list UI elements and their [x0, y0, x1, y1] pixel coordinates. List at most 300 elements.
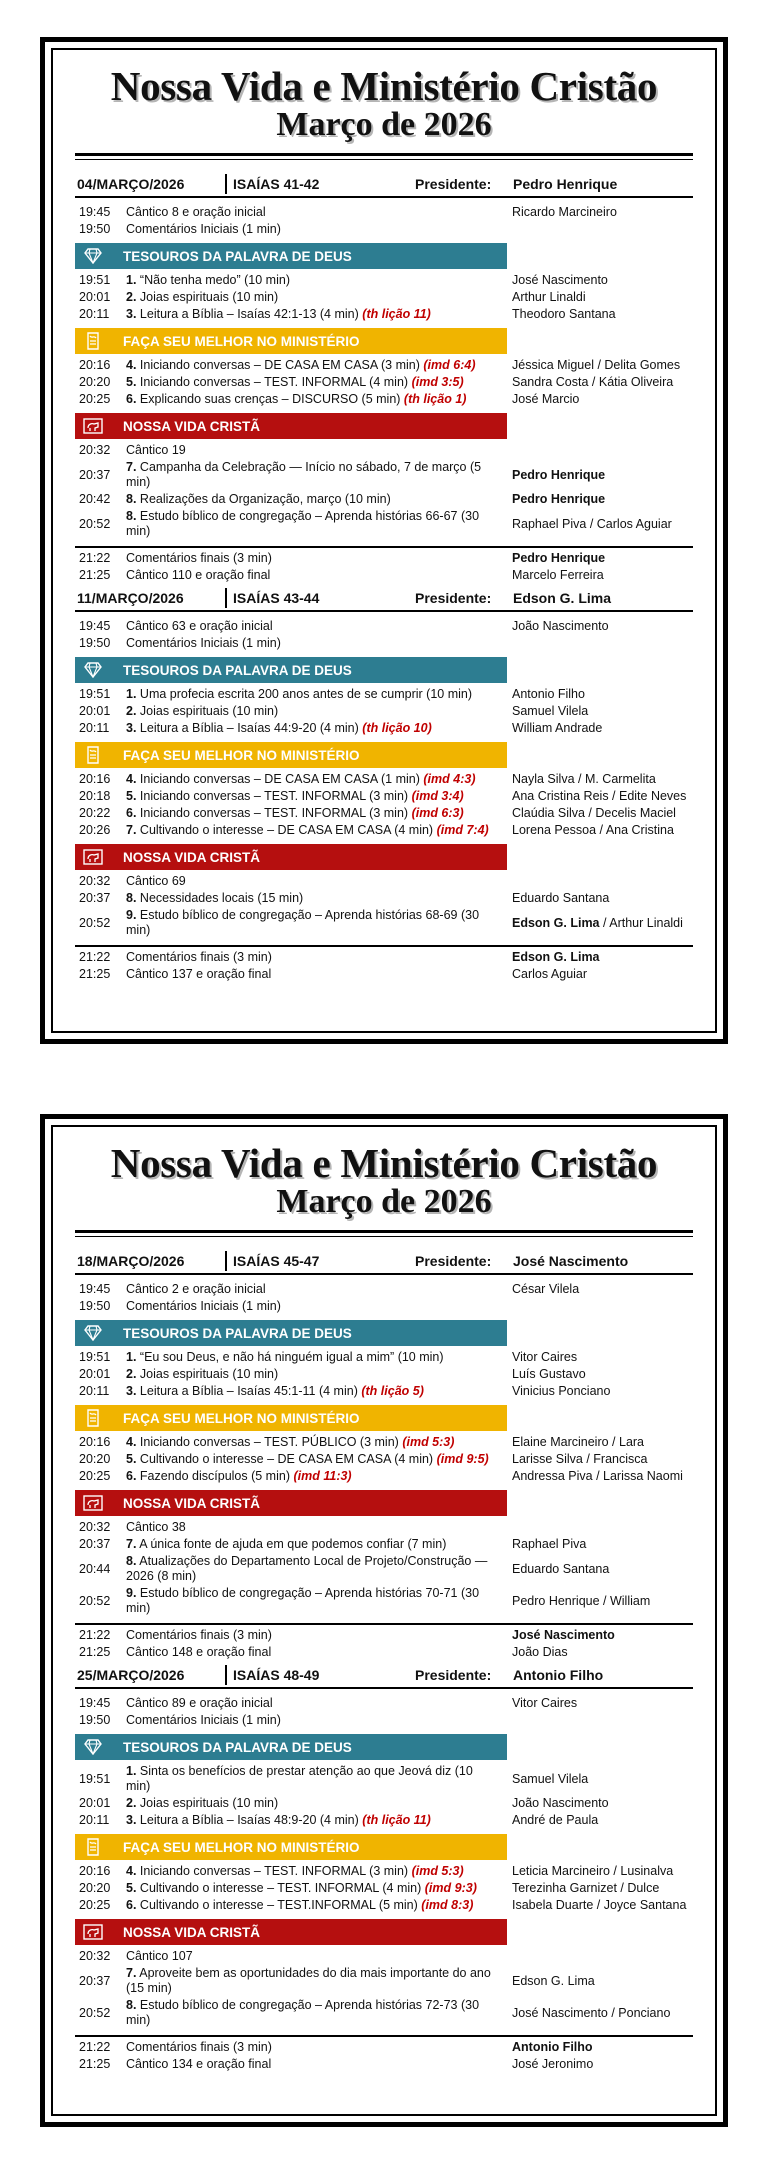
- item-time: 19:45: [79, 205, 111, 219]
- closing-row: [75, 1627, 693, 1644]
- item-number: 4.: [126, 1864, 137, 1878]
- president-label: Presidente:: [415, 590, 492, 606]
- item-assignee: [506, 789, 693, 804]
- melhor-row: [75, 374, 693, 391]
- vida-row: [75, 890, 693, 907]
- divider: [75, 945, 693, 947]
- item-assignee: [506, 273, 693, 288]
- item-time: 19:51: [79, 687, 111, 701]
- section-header-vida: [75, 1490, 507, 1516]
- tesouros-row: [75, 1763, 693, 1795]
- assignee-name: Carlos Aguiar: [512, 967, 588, 981]
- vida-row: [75, 459, 693, 491]
- item-text: “Eu sou Deus, e não há ninguém igual a mim” (10 min): [139, 1350, 444, 1364]
- item-time: 19:51: [79, 1771, 111, 1786]
- item-time: 20:25: [79, 392, 111, 406]
- assignee-name: Larisse Silva / Francisca: [512, 1452, 648, 1466]
- item-assignee: [506, 721, 693, 736]
- item-reference: (imd 9:5): [436, 1452, 489, 1466]
- assignee-name: Antonio Filho: [512, 687, 585, 701]
- item-text: Comentários Iniciais (1 min): [126, 222, 281, 236]
- item-time: 21:25: [79, 967, 111, 981]
- week-date: 11/MARÇO/2026: [77, 590, 184, 606]
- assignee-name: Ana Cristina Reis / Edite Neves: [512, 789, 687, 803]
- item-text: Cântico 63 e oração inicial: [126, 619, 273, 633]
- section-header-vida: [75, 1919, 507, 1945]
- assignee-name: Claúdia Silva / Decelis Maciel: [512, 806, 676, 820]
- assignee-name: Lorena Pessoa / Ana Cristina: [512, 823, 674, 837]
- item-description: [126, 222, 506, 237]
- item-reference: (imd 8:3): [421, 1898, 474, 1912]
- week-reading: ISAÍAS 48-49: [233, 1667, 320, 1683]
- vida-icon: [75, 413, 111, 439]
- divider: [75, 546, 693, 548]
- item-description: [126, 1299, 506, 1314]
- assignee-name: Luís Gustavo: [512, 1367, 586, 1381]
- item-assignee: [506, 375, 693, 390]
- item-time: 20:37: [79, 467, 111, 482]
- page-frame: [51, 48, 717, 1033]
- divider: [75, 2035, 693, 2037]
- vida-row: [75, 1585, 693, 1617]
- divider: [75, 159, 693, 160]
- item-number: 8.: [126, 509, 137, 523]
- item-text: Comentários Iniciais (1 min): [126, 1299, 281, 1313]
- item-text: Cântico 38: [126, 1520, 186, 1534]
- tesouros-row: [75, 289, 693, 306]
- item-assignee: [506, 492, 693, 507]
- item-reference: (imd 6:4): [423, 358, 476, 372]
- item-text: Cultivando o interesse – TEST. INFORMAL (4 min): [139, 1881, 422, 1895]
- vida-row: [75, 1519, 693, 1536]
- item-description: [126, 1554, 506, 1584]
- opening-row: [75, 1712, 693, 1729]
- item-time: 20:42: [79, 492, 111, 506]
- item-number: 5.: [126, 789, 137, 803]
- item-text: Comentários finais (3 min): [126, 950, 272, 964]
- item-time: 20:26: [79, 823, 111, 837]
- item-description: [126, 1764, 506, 1794]
- item-assignee: [506, 468, 693, 483]
- item-text: Leitura a Bíblia – Isaías 48:9-20 (4 min): [139, 1813, 359, 1827]
- section-header-melhor: [75, 1405, 507, 1431]
- tesouros-row: [75, 1383, 693, 1400]
- item-text: Estudo bíblico de congregação – Aprenda histórias 66-67 (30 min): [126, 509, 480, 538]
- item-description: [126, 1469, 506, 1484]
- schedule-page-1: [40, 37, 728, 1044]
- item-time: 20:22: [79, 806, 111, 820]
- item-text: Joias espirituais (10 min): [139, 1796, 279, 1810]
- item-reference: (th lição 11): [362, 307, 431, 321]
- assignee-name: Eduardo Santana: [512, 1561, 610, 1576]
- assignee-name: Sandra Costa / Kátia Oliveira: [512, 375, 674, 389]
- melhor-row: [75, 1434, 693, 1451]
- item-text: Cântico 137 e oração final: [126, 967, 272, 981]
- item-text: Cultivando o interesse – DE CASA EM CASA (4 min): [139, 823, 434, 837]
- closing-row: [75, 567, 693, 584]
- section-header-melhor: [75, 328, 507, 354]
- item-description: [126, 721, 506, 736]
- melhor-row: [75, 822, 693, 839]
- item-number: 1.: [126, 1350, 137, 1364]
- item-assignee: [506, 568, 693, 583]
- item-description: [126, 1452, 506, 1467]
- item-description: [126, 1881, 506, 1896]
- section-header-vida: [75, 844, 507, 870]
- item-reference: (imd 5:3): [402, 1435, 455, 1449]
- item-assignee: [506, 1645, 693, 1660]
- item-assignee: [506, 1384, 693, 1399]
- item-time: 20:25: [79, 1469, 111, 1483]
- week-reading: ISAÍAS 43-44: [233, 590, 320, 606]
- item-description: [126, 1628, 506, 1643]
- melhor-row: [75, 391, 693, 408]
- section-title: NOSSA VIDA CRISTÃ: [123, 1495, 261, 1511]
- item-time: 19:50: [79, 222, 111, 236]
- opening-row: [75, 221, 693, 238]
- section-title: NOSSA VIDA CRISTÃ: [123, 849, 261, 865]
- tesouros-icon: [75, 657, 111, 683]
- item-assignee: [506, 1469, 693, 1484]
- melhor-row: [75, 771, 693, 788]
- item-description: [126, 1864, 506, 1879]
- section-header-tesouros: [75, 243, 507, 269]
- assignee-name: Marcelo Ferreira: [512, 568, 604, 582]
- item-number: 6.: [126, 1469, 137, 1483]
- item-time: 20:32: [79, 1949, 111, 1963]
- item-description: [126, 967, 506, 982]
- melhor-icon: [75, 328, 111, 354]
- assignee-name: Samuel Vilela: [512, 1771, 589, 1786]
- opening-row: [75, 204, 693, 221]
- item-time: 20:16: [79, 1864, 111, 1878]
- item-time: 21:25: [79, 2057, 111, 2071]
- section-header-melhor: [75, 742, 507, 768]
- section-title: NOSSA VIDA CRISTÃ: [123, 1924, 261, 1940]
- section-title: TESOUROS DA PALAVRA DE DEUS: [123, 1325, 352, 1341]
- item-time: 19:45: [79, 1282, 111, 1296]
- item-description: [126, 704, 506, 719]
- item-number: 5.: [126, 375, 137, 389]
- vida-row: [75, 1536, 693, 1553]
- item-reference: (th lição 10): [362, 721, 432, 735]
- item-number: 3.: [126, 721, 137, 735]
- item-text: Cântico 134 e oração final: [126, 2057, 272, 2071]
- item-description: [126, 205, 506, 220]
- opening-row: [75, 1298, 693, 1315]
- item-assignee: [506, 1537, 693, 1552]
- vida-icon: [75, 1490, 111, 1516]
- item-time: 20:01: [79, 704, 111, 718]
- week-block: [75, 588, 693, 983]
- opening-row: [75, 1695, 693, 1712]
- item-text: Iniciando conversas – DE CASA EM CASA (1 min): [139, 772, 420, 786]
- assignee-name: César Vilela: [512, 1282, 580, 1296]
- item-number: 4.: [126, 772, 137, 786]
- tesouros-row: [75, 1812, 693, 1829]
- item-number: 8.: [126, 492, 137, 506]
- week-reading: ISAÍAS 45-47: [233, 1253, 320, 1269]
- item-description: [126, 2040, 506, 2055]
- page-month: Março de 2026: [276, 106, 492, 143]
- section-title: NOSSA VIDA CRISTÃ: [123, 418, 261, 434]
- tesouros-icon: [75, 1320, 111, 1346]
- president-name: Antonio Filho: [513, 1667, 604, 1683]
- vida-row: [75, 1965, 693, 1997]
- tesouros-row: [75, 703, 693, 720]
- assignee-name: José Jeronimo: [512, 2057, 594, 2071]
- item-assignee: [506, 806, 693, 821]
- item-description: [126, 2057, 506, 2072]
- item-time: 21:25: [79, 568, 111, 582]
- item-number: 8.: [126, 1998, 137, 2012]
- assignee-name: Pedro Henrique / William: [512, 1593, 651, 1608]
- melhor-row: [75, 788, 693, 805]
- vida-row: [75, 1997, 693, 2029]
- president-name: José Nascimento: [513, 1253, 629, 1269]
- section-header-melhor: [75, 1834, 507, 1860]
- item-number: 2.: [126, 1796, 137, 1810]
- divider: [75, 1230, 693, 1233]
- section-header-tesouros: [75, 657, 507, 683]
- item-text: Comentários finais (3 min): [126, 1628, 272, 1642]
- assignee-bold: Pedro Henrique: [512, 551, 606, 565]
- item-description: [126, 568, 506, 583]
- item-time: 20:16: [79, 358, 111, 372]
- assignee-name: Edson G. Lima: [512, 1973, 595, 1988]
- item-description: [126, 1435, 506, 1450]
- item-number: 2.: [126, 704, 137, 718]
- item-description: [126, 307, 506, 322]
- assignee-name: Vitor Caires: [512, 1696, 578, 1710]
- divider: [75, 1623, 693, 1625]
- item-time: 19:45: [79, 1696, 111, 1710]
- item-text: Iniciando conversas – TEST. PÚBLICO (3 min): [139, 1435, 399, 1449]
- president-label: Presidente:: [415, 176, 492, 192]
- item-assignee: [506, 1796, 693, 1811]
- section-title: FAÇA SEU MELHOR NO MINISTÉRIO: [123, 747, 360, 763]
- item-description: [126, 1586, 506, 1616]
- section-title: TESOUROS DA PALAVRA DE DEUS: [123, 1739, 352, 1755]
- week-date: 18/MARÇO/2026: [77, 1253, 185, 1269]
- assignee-name: Vitor Caires: [512, 1350, 578, 1364]
- item-description: [126, 1898, 506, 1913]
- item-reference: (imd 6:3): [411, 806, 464, 820]
- item-assignee: [506, 687, 693, 702]
- week-header: [75, 174, 693, 194]
- assignee-name: Raphael Piva: [512, 1537, 587, 1551]
- page-month: Março de 2026: [276, 1183, 492, 1220]
- item-assignee: [506, 1562, 693, 1577]
- item-description: [126, 273, 506, 288]
- assignee-name: João Nascimento: [512, 619, 609, 633]
- melhor-icon: [75, 1405, 111, 1431]
- item-time: 20:37: [79, 1973, 111, 1988]
- item-number: 6.: [126, 1898, 137, 1912]
- item-text: Comentários Iniciais (1 min): [126, 1713, 281, 1727]
- vida-row: [75, 508, 693, 540]
- week-header: [75, 588, 693, 608]
- melhor-icon: [75, 1834, 111, 1860]
- item-time: 20:16: [79, 772, 111, 786]
- item-description: [126, 509, 506, 539]
- item-number: 2.: [126, 1367, 137, 1381]
- item-time: 20:32: [79, 1520, 111, 1534]
- closing-row: [75, 550, 693, 567]
- item-text: Leitura a Bíblia – Isaías 42:1-13 (4 min): [139, 307, 359, 321]
- item-number: 9.: [126, 908, 137, 922]
- item-description: [126, 375, 506, 390]
- item-description: [126, 687, 506, 702]
- item-time: 20:37: [79, 1537, 111, 1551]
- item-time: 19:51: [79, 273, 111, 287]
- item-assignee: [506, 290, 693, 305]
- item-text: Uma profecia escrita 200 anos antes de se cumprir (10 min): [139, 687, 473, 701]
- week-date: 25/MARÇO/2026: [77, 1667, 185, 1683]
- melhor-row: [75, 1468, 693, 1485]
- assignee-bold: Pedro Henrique: [512, 492, 606, 506]
- item-text: Iniciando conversas – TEST. INFORMAL (3 min): [139, 789, 409, 803]
- assignee-name: Leticia Marcineiro / Lusinalva: [512, 1864, 674, 1878]
- tesouros-row: [75, 1349, 693, 1366]
- item-time: 21:25: [79, 1645, 111, 1659]
- closing-row: [75, 949, 693, 966]
- item-description: [126, 1384, 506, 1399]
- item-description: [126, 443, 506, 458]
- item-text: Cântico 148 e oração final: [126, 1645, 272, 1659]
- item-time: 20:18: [79, 789, 111, 803]
- assignee-name: Isabela Duarte / Joyce Santana: [512, 1898, 687, 1912]
- item-time: 19:50: [79, 636, 111, 650]
- item-number: 8.: [126, 891, 137, 905]
- item-text: Comentários finais (3 min): [126, 2040, 272, 2054]
- item-time: 19:51: [79, 1350, 111, 1364]
- item-description: [126, 1520, 506, 1535]
- item-description: [126, 460, 506, 490]
- assignee-bold: José Nascimento: [512, 1628, 615, 1642]
- assignee-name: William Andrade: [512, 721, 603, 735]
- vida-row: [75, 907, 693, 939]
- closing-row: [75, 2056, 693, 2073]
- item-assignee: [506, 1367, 693, 1382]
- item-time: 20:16: [79, 1435, 111, 1449]
- item-description: [126, 619, 506, 634]
- section-title: TESOUROS DA PALAVRA DE DEUS: [123, 662, 352, 678]
- section-title: FAÇA SEU MELHOR NO MINISTÉRIO: [123, 1839, 360, 1855]
- vida-row: [75, 873, 693, 890]
- assignee-name: Arthur Linaldi: [512, 290, 586, 304]
- item-description: [126, 1966, 506, 1996]
- item-description: [126, 1282, 506, 1297]
- item-text: Aproveite bem as oportunidades do dia mais importante do ano (15 min): [126, 1966, 491, 1995]
- page-frame: [51, 1125, 717, 2116]
- item-assignee: [506, 891, 693, 906]
- item-time: 20:20: [79, 375, 111, 389]
- item-text: Joias espirituais (10 min): [139, 1367, 279, 1381]
- item-description: [126, 1696, 506, 1711]
- item-text: Comentários finais (3 min): [126, 551, 272, 565]
- section-title: FAÇA SEU MELHOR NO MINISTÉRIO: [123, 1410, 360, 1426]
- tesouros-row: [75, 720, 693, 737]
- item-description: [126, 1796, 506, 1811]
- president-label: Presidente:: [415, 1253, 492, 1269]
- item-time: 20:25: [79, 1898, 111, 1912]
- divider: [225, 1251, 227, 1271]
- melhor-row: [75, 1897, 693, 1914]
- item-time: 21:22: [79, 2040, 111, 2054]
- page-title: Nossa Vida e Ministério Cristão: [110, 1140, 658, 1186]
- item-text: Joias espirituais (10 min): [139, 290, 279, 304]
- tesouros-row: [75, 1366, 693, 1383]
- item-number: 9.: [126, 1586, 137, 1600]
- item-text: Iniciando conversas – TEST. INFORMAL (3 min): [139, 1864, 409, 1878]
- item-time: 20:32: [79, 443, 111, 457]
- item-description: [126, 636, 506, 651]
- item-time: 20:11: [79, 1384, 110, 1398]
- item-assignee: [506, 1594, 693, 1609]
- item-number: 3.: [126, 1813, 137, 1827]
- assignee-name: Elaine Marcineiro / Lara: [512, 1435, 645, 1449]
- item-assignee: [506, 619, 693, 634]
- tesouros-icon: [75, 243, 111, 269]
- item-text: Comentários Iniciais (1 min): [126, 636, 281, 650]
- section-header-tesouros: [75, 1320, 507, 1346]
- item-assignee: [506, 1881, 693, 1896]
- page-title: Nossa Vida e Ministério Cristão: [110, 63, 658, 109]
- item-description: [126, 1350, 506, 1365]
- assignee-name: Theodoro Santana: [512, 307, 616, 321]
- tesouros-row: [75, 306, 693, 323]
- closing-row: [75, 1644, 693, 1661]
- vida-row: [75, 1948, 693, 1965]
- item-description: [126, 290, 506, 305]
- item-assignee: [506, 1696, 693, 1711]
- item-text: Joias espirituais (10 min): [139, 704, 279, 718]
- item-assignee: [506, 307, 693, 322]
- assignee-name: Samuel Vilela: [512, 704, 589, 718]
- melhor-row: [75, 357, 693, 374]
- item-number: 7.: [126, 1537, 137, 1551]
- item-number: 5.: [126, 1452, 137, 1466]
- item-time: 20:52: [79, 516, 111, 531]
- vida-icon: [75, 1919, 111, 1945]
- item-text: “Não tenha medo” (10 min): [139, 273, 290, 287]
- opening-row: [75, 618, 693, 635]
- item-reference: (imd 9:3): [424, 1881, 477, 1895]
- assignee-name: Nayla Silva / M. Carmelita: [512, 772, 656, 786]
- item-number: 3.: [126, 307, 137, 321]
- item-number: 3.: [126, 1384, 137, 1398]
- item-assignee: [506, 1452, 693, 1467]
- item-time: 20:11: [79, 721, 110, 735]
- item-assignee: [506, 1813, 693, 1828]
- section-title: TESOUROS DA PALAVRA DE DEUS: [123, 248, 352, 264]
- item-assignee: [506, 967, 693, 982]
- assignee-name: José Marcio: [512, 392, 580, 406]
- item-time: 21:22: [79, 1628, 111, 1642]
- section-title: FAÇA SEU MELHOR NO MINISTÉRIO: [123, 333, 360, 349]
- item-reference: (imd 11:3): [293, 1469, 352, 1483]
- item-text: Necessidades locais (15 min): [139, 891, 304, 905]
- item-assignee: [506, 1350, 693, 1365]
- divider: [225, 1665, 227, 1685]
- item-description: [126, 789, 506, 804]
- item-reference: (imd 3:5): [411, 375, 464, 389]
- assignee-name: José Nascimento / Ponciano: [512, 2005, 671, 2020]
- item-text: Cântico 107: [126, 1949, 193, 1963]
- item-number: 4.: [126, 358, 137, 372]
- item-description: [126, 823, 506, 838]
